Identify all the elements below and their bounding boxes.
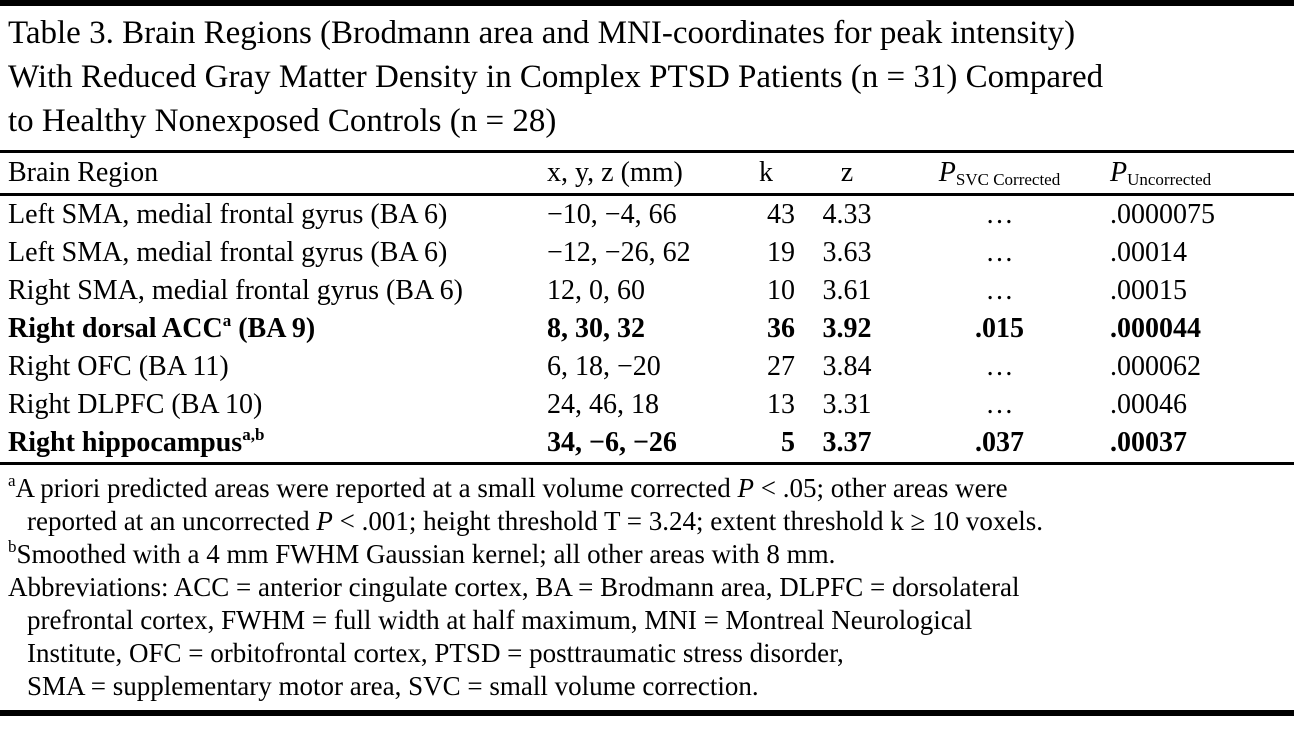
- cell-p-svc: …: [985, 351, 1014, 382]
- cell-coordinates: 34, −6, −26: [547, 427, 677, 458]
- cell-p-svc: …: [985, 275, 1014, 306]
- cell-k: 36: [767, 313, 795, 344]
- cell-p-uncorrected: .000062: [1110, 351, 1201, 382]
- table-footnotes: [0, 465, 1294, 710]
- cell-coordinates: −12, −26, 62: [547, 237, 691, 268]
- cell-p-uncorrected: .00046: [1110, 389, 1187, 420]
- cell-k: 27: [767, 351, 795, 382]
- table-row: [0, 195, 1294, 235]
- bottom-margin: [0, 716, 1294, 720]
- col-header-z: z: [797, 153, 897, 195]
- abbreviations-line-2: prefrontal cortex, FWHM = full width at half maximum, MNI = Montreal Neurological: [27, 605, 973, 635]
- p-symbol: P: [1110, 157, 1128, 188]
- table-title: [0, 6, 1294, 150]
- table-title-line: With Reduced Gray Matter Density in Complex PTSD Patients (n = 31) Compared: [8, 59, 1104, 95]
- col-header-k: k: [735, 153, 797, 195]
- table-row: [0, 348, 1294, 386]
- footnote-b-line-1: $^b$Smoothed with a 4 mm FWHM Gaussian kernel; all other areas with 8 mm.: [8, 537, 836, 569]
- row-footnote-marker: a,b: [242, 425, 265, 444]
- col-header-brain-region: Brain Region: [0, 153, 543, 195]
- cell-brain-region: Right hippocampus$^{a,b}$: [8, 425, 265, 458]
- cell-brain-region: Left SMA, medial frontal gyrus (BA 6): [8, 199, 448, 230]
- cell-z: 4.33: [822, 199, 872, 230]
- cell-z: 3.31: [822, 389, 872, 420]
- cell-z: 3.37: [822, 427, 872, 458]
- footnote-a-line-1: $^a$A priori predicted areas were reported at a small volume corrected P < .05; other areas were: [8, 471, 1008, 503]
- row-footnote-marker: a: [222, 311, 232, 330]
- cell-p-uncorrected: .00014: [1110, 237, 1187, 268]
- cell-coordinates: 6, 18, −20: [547, 351, 661, 382]
- cell-p-uncorrected: .000044: [1110, 313, 1201, 344]
- abbreviations-line-3: Institute, OFC = orbitofrontal cortex, PTSD = posttraumatic stress disorder,: [27, 638, 844, 668]
- table-row: [0, 272, 1294, 310]
- table-row-significant: [0, 310, 1294, 348]
- cell-coordinates: −10, −4, 66: [547, 199, 677, 230]
- col-header-p-uncorrected: [1102, 153, 1294, 195]
- cell-p-svc: …: [985, 237, 1014, 268]
- abbreviations-line-1: Abbreviations: ACC = anterior cingulate cortex, BA = Brodmann area, DLPFC = dorsolateral: [8, 572, 1020, 602]
- p-symbol: P: [938, 157, 956, 188]
- cell-k: 5: [781, 427, 795, 458]
- table-row: [0, 386, 1294, 424]
- cell-brain-region: Right dorsal ACC$^a$ (BA 9): [8, 311, 316, 344]
- footnote-marker-b: b: [8, 537, 17, 556]
- cell-k: 43: [767, 199, 795, 230]
- cell-p-svc: .015: [975, 313, 1024, 344]
- cell-p-uncorrected: .00037: [1110, 427, 1187, 458]
- cell-p-svc: …: [985, 389, 1014, 420]
- table-title-line: Table 3. Brain Regions (Brodmann area and MNI-coordinates for peak intensity): [8, 15, 1076, 51]
- col-header-p-svc-corrected: [897, 153, 1102, 195]
- p-subscript: Uncorrected: [1127, 170, 1212, 189]
- cell-coordinates: 12, 0, 60: [547, 275, 645, 306]
- cell-brain-region: Right OFC (BA 11): [8, 351, 229, 382]
- cell-coordinates: 24, 46, 18: [547, 389, 659, 420]
- cell-brain-region: Right SMA, medial frontal gyrus (BA 6): [8, 275, 463, 306]
- cell-p-svc: .037: [975, 427, 1024, 458]
- cell-p-uncorrected: .00015: [1110, 275, 1187, 306]
- cell-brain-region: Left SMA, medial frontal gyrus (BA 6): [8, 237, 448, 268]
- cell-z: 3.84: [822, 351, 872, 382]
- cell-z: 3.63: [822, 237, 872, 268]
- cell-brain-region: Right DLPFC (BA 10): [8, 389, 263, 420]
- table-row-significant: [0, 424, 1294, 462]
- p-subscript: SVC Corrected: [955, 170, 1061, 189]
- cell-z: 3.92: [822, 313, 872, 344]
- table-header-row: [0, 153, 1294, 195]
- cell-coordinates: 8, 30, 32: [547, 313, 645, 344]
- footnote-a-line-2: reported at an uncorrected P < .001; height threshold T = 3.24; extent threshold k ≥ 10 voxels.: [27, 506, 1044, 536]
- brain-regions-table: [0, 153, 1294, 462]
- table-row: [0, 234, 1294, 272]
- cell-z: 3.61: [822, 275, 872, 306]
- footnote-marker-a: a: [8, 471, 16, 490]
- cell-k: 13: [767, 389, 795, 420]
- cell-p-uncorrected: .0000075: [1110, 199, 1215, 230]
- cell-k: 19: [767, 237, 795, 268]
- table-title-line: to Healthy Nonexposed Controls (n = 28): [8, 103, 557, 139]
- p-symbol: P: [316, 506, 333, 536]
- cell-p-svc: …: [985, 199, 1014, 230]
- abbreviations-line-4: SMA = supplementary motor area, SVC = small volume correction.: [27, 671, 759, 701]
- col-header-xyz-mm: x, y, z (mm): [543, 153, 735, 195]
- cell-k: 10: [767, 275, 795, 306]
- p-symbol: P: [737, 473, 754, 503]
